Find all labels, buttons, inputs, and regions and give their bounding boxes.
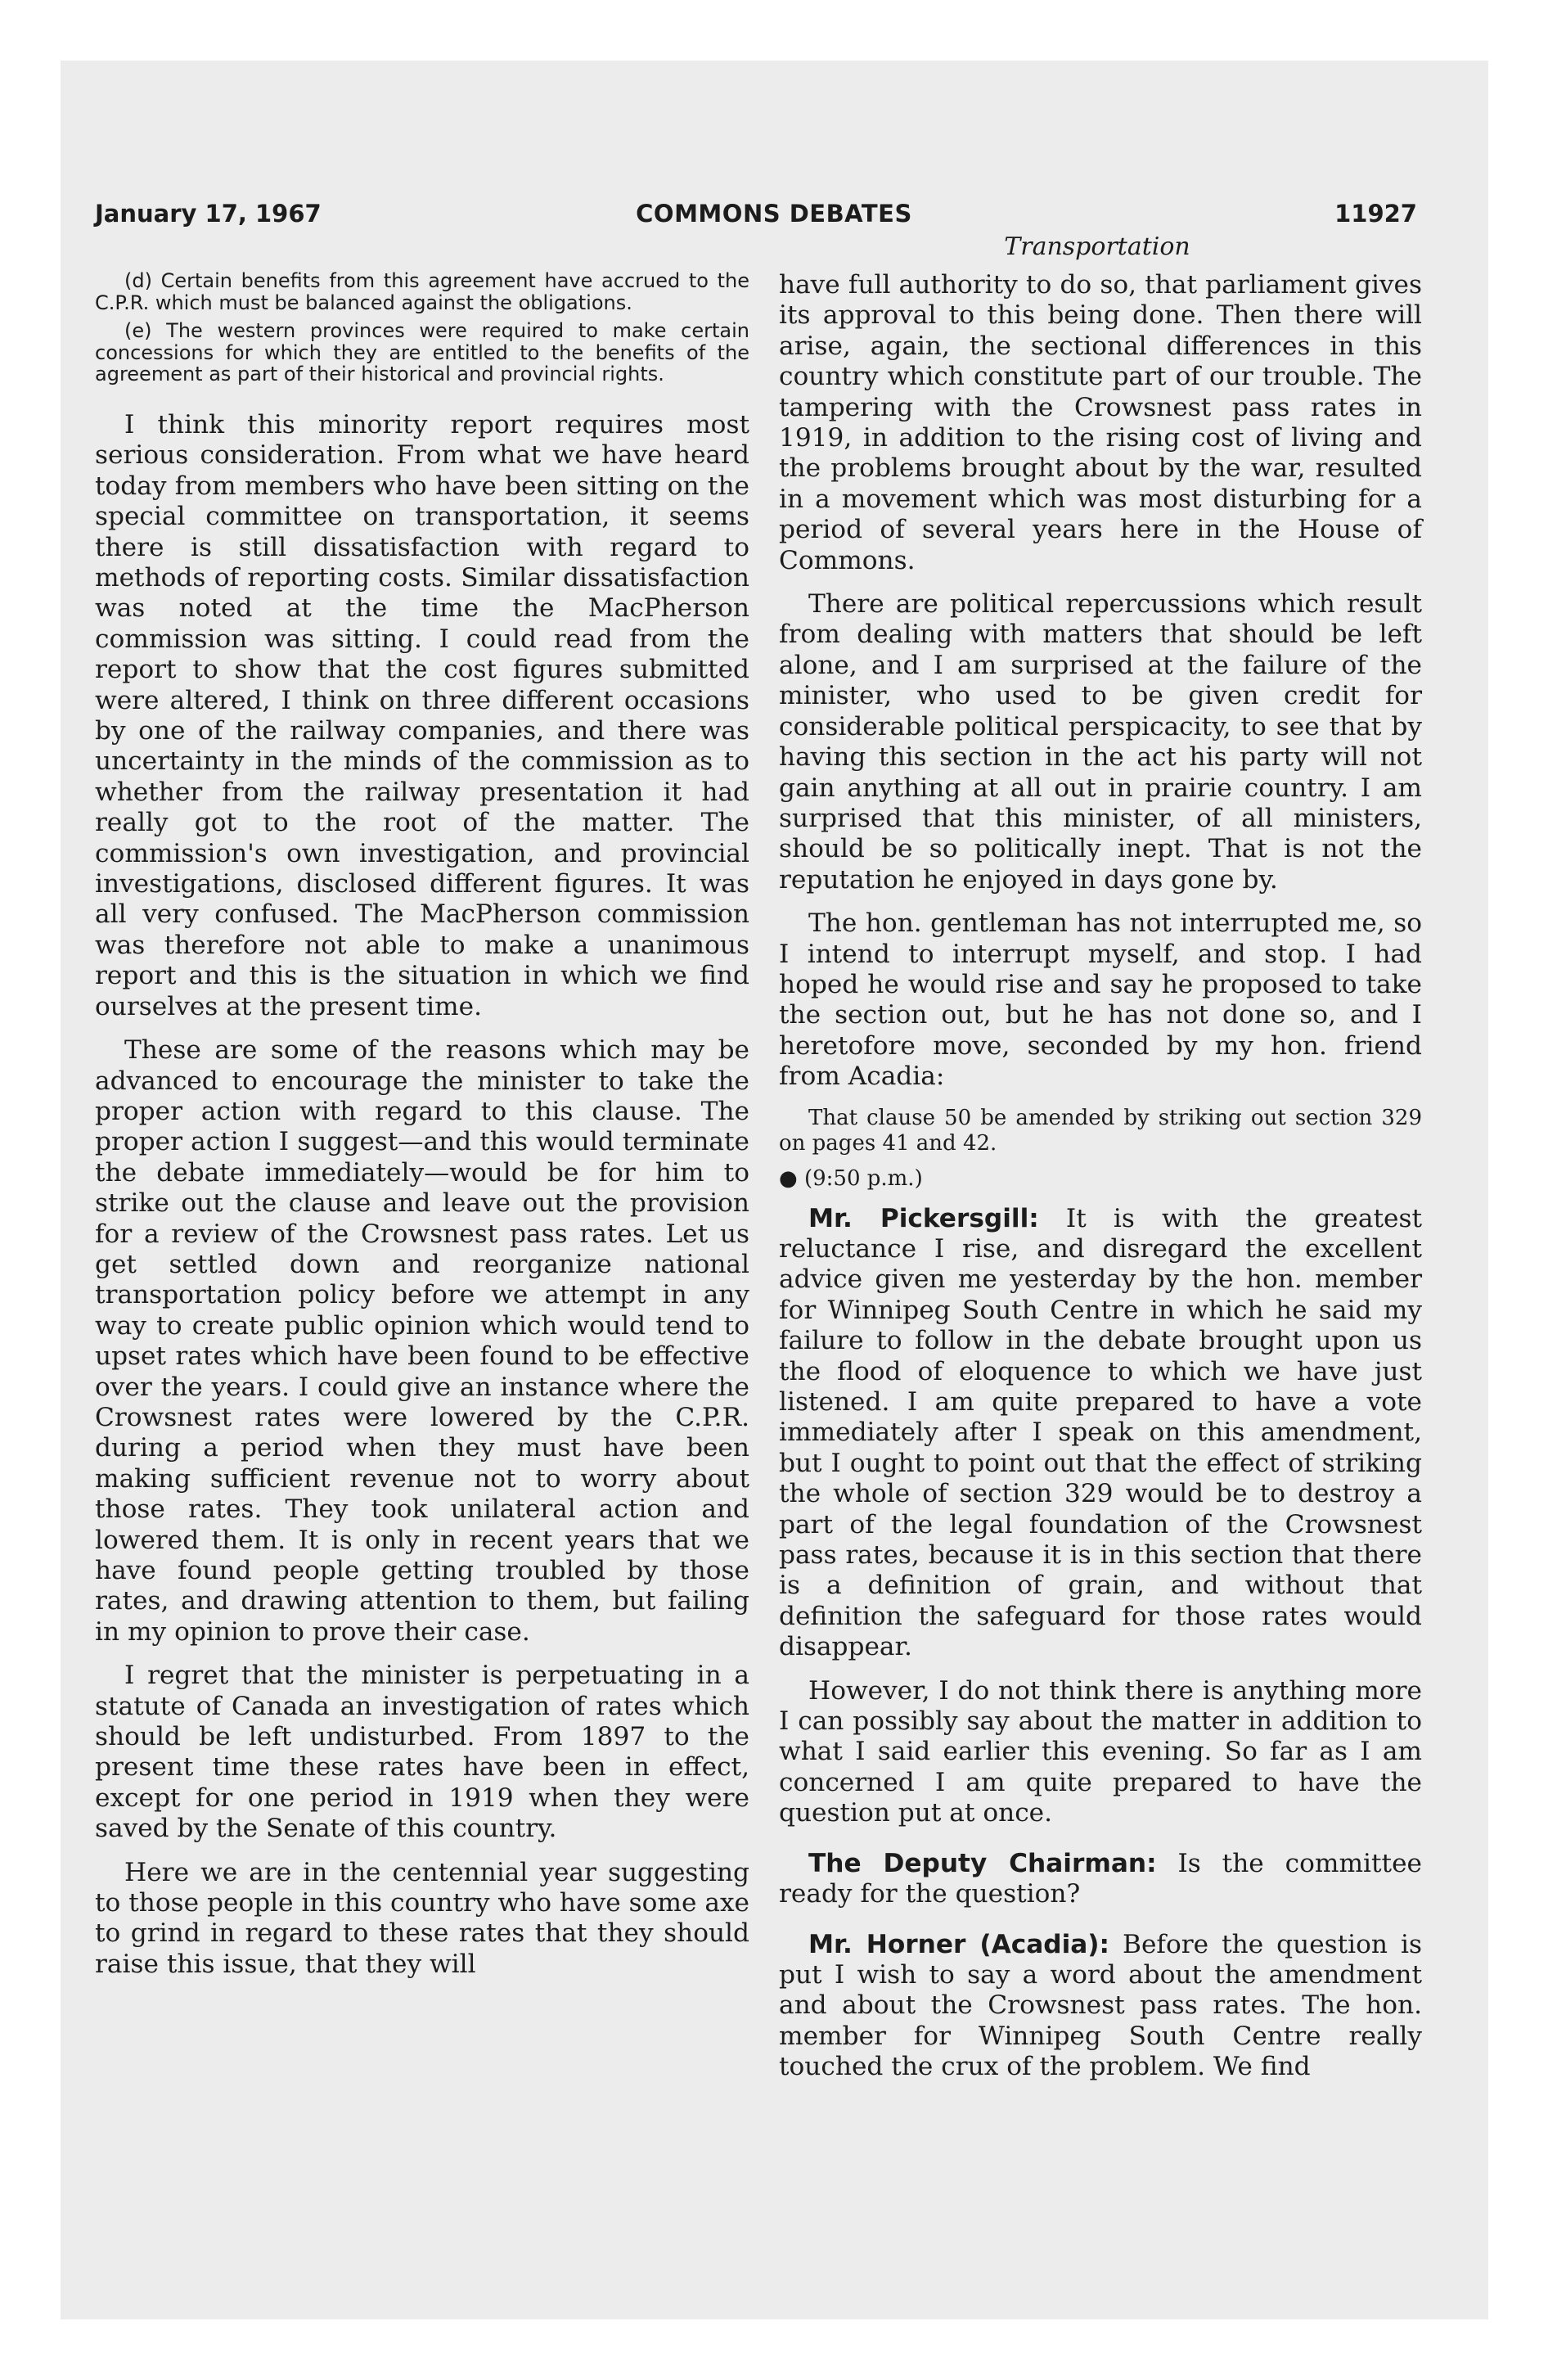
list-item-e: (e) The western provinces were required to make certain concessions for which they are entitled to the benefits of the agreement as part of their historical and provincial rights. (95, 319, 749, 386)
paragraph: The hon. gentleman has not interrupted me, so I intend to interrupt myself, and stop. I had hoped he would rise and say he proposed to take the section out, but he has not done so, and I heretofore move, seconded by my hon. friend from Acadia: (779, 908, 1422, 1092)
right-column (779, 270, 1422, 2096)
paragraph: These are some of the reasons which may be advanced to encourage the minister to take the proper action with regard to this clause. The proper action I suggest—and this would terminate the debate immediately—would be for him to strike out the clause and leave out the provision for a review of the Crowsnest pass rates. Let us get settled down and reorganize national transportation policy before we attempt in any way to create public opinion which would tend to upset rates which have been found to be effective over the years. I could give an instance where the Crowsnest rates were lowered by the C.P.R. during a period when they must have been making sufficient revenue not to worry about those rates. They took unilateral action and lowered them. It is only in recent years that we have found people getting troubled by those rates, and drawing attention to them, but failing in my opinion to prove their case. (95, 1035, 749, 1647)
speech-pickersgill (779, 1204, 1422, 1663)
page-number: 11927 (1334, 200, 1417, 228)
left-column (95, 270, 749, 1993)
speech-horner (779, 1930, 1422, 2083)
section-heading: Transportation (1004, 232, 1190, 261)
speech-text: It is with the greatest reluctance I rise, and disregard the excellent advice given me yesterday by the hon. member for Winnipeg South Centre in which he said my failure to follow in the debate brought upon us the flood of eloquence to which we have just listened. I am quite prepared to have a vote immediately after I speak on this amendment, but I ought to point out that the effect of striking the whole of section 329 would be to destroy a part of the legal foundation of the Crowsnest pass rates, because it is in this section that there is a definition of grain, and without that definition the safeguard for those rates would disappear. (779, 1203, 1422, 1662)
timestamp: ● (9:50 p.m.) (779, 1165, 923, 1191)
header-date: January 17, 1967 (95, 200, 322, 228)
paragraph: I think this minority report requires most serious consideration. From what we have heard today from members who have been sitting on the special committee on transportation, it seems there is still dissatisfaction with regard to methods of reporting costs. Similar dissatisfaction was noted at the time the MacPherson commission was sitting. I could read from the report to show that the cost figures submitted were altered, I think on three different occasions by one of the railway companies, and there was uncertainty in the minds of the commission as to whether from the railway presentation it had really got to the root of the matter. The commission's own investigation, and provincial investigations, disclosed different figures. It was all very confused. The MacPherson commission was therefore not able to make a unanimous report and this is the situation in which we find ourselves at the present time. (95, 409, 749, 1021)
speech-text: Before the question is put I wish to say a word about the amendment and about the Crowsnest pass rates. The hon. member for Winnipeg South Centre really touched the crux of the problem. We find (779, 1929, 1422, 2082)
paragraph: have full authority to do so, that parliament gives its approval to this being done. Then there will arise, again, the sectional differences in this country which constitute part of our trouble. The tampering with the Crowsnest pass rates in 1919, in addition to the rising cost of living and the problems brought about by the war, resulted in a movement which was most disturbing for a period of several years here in the House of Commons. (779, 270, 1422, 575)
paragraph: There are political repercussions which result from dealing with matters that should be left alone, and I am surprised at the failure of the minister, who used to be given credit for considerable political perspicacity, to see that by having this section in the act his party will not gain anything at all out in prairie country. I am surprised that this minister, of all ministers, should be so politically inept. That is not the reputation he enjoyed in days gone by. (779, 589, 1422, 895)
running-header (0, 200, 1548, 232)
motion-text: That clause 50 be amended by striking out section 329 on pages 41 and 42. (779, 1105, 1422, 1156)
paragraph: I regret that the minister is perpetuating in a statute of Canada an investigation of rates which should be left undisturbed. From 1897 to the present time these rates have been in effect, except for one period in 1919 when they were saved by the Senate of this country. (95, 1661, 749, 1844)
speaker-name: Mr. Horner (Acadia): (808, 1929, 1110, 1959)
speaker-name: Mr. Pickersgill: (808, 1203, 1039, 1233)
speaker-name: The Deputy Chairman: (808, 1848, 1157, 1878)
speech-deputy-chairman (779, 1849, 1422, 1910)
paragraph: Here we are in the centennial year suggesting to those people in this country who have some axe to grind in regard to these rates that they should raise this issue, that they will (95, 1857, 749, 1979)
header-publication: COMMONS DEBATES (636, 200, 912, 228)
paragraph: However, I do not think there is anything more I can possibly say about the matter in addition to what I said earlier this evening. So far as I am concerned I am quite prepared to have the question put at once. (779, 1675, 1422, 1828)
speech-text: Is the committee ready for the question? (779, 1848, 1422, 1909)
list-item-d: (d) Certain benefits from this agreement have accrued to the C.P.R. which must be balanced against the obligations. (95, 269, 749, 314)
